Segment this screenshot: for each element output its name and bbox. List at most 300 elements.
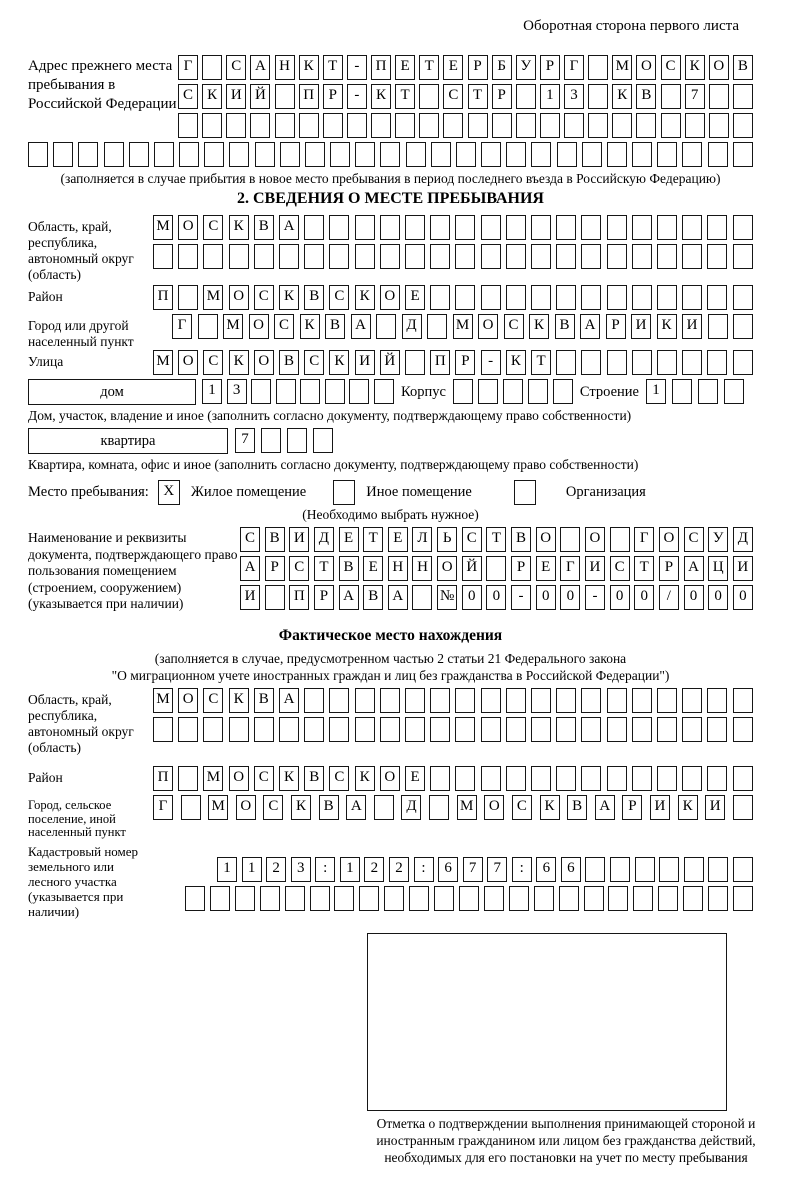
char-cell[interactable]: О [585, 527, 605, 552]
char-cell[interactable] [481, 766, 501, 791]
char-cell[interactable]: - [347, 55, 367, 80]
char-cell[interactable]: С [304, 350, 324, 375]
char-cell[interactable]: А [684, 556, 704, 581]
char-cell[interactable]: М [612, 55, 632, 80]
prev-address-row-3[interactable] [178, 113, 753, 139]
char-cell[interactable] [516, 113, 536, 138]
char-cell[interactable] [733, 717, 753, 742]
char-cell[interactable] [53, 142, 73, 167]
char-cell[interactable] [280, 142, 300, 167]
char-cell[interactable] [250, 113, 270, 138]
char-cell[interactable] [202, 55, 222, 80]
char-cell[interactable]: А [346, 795, 366, 820]
char-cell[interactable] [481, 285, 501, 310]
char-cell[interactable]: Р [455, 350, 475, 375]
char-cell[interactable]: - [347, 84, 367, 109]
char-cell[interactable] [607, 285, 627, 310]
char-cell[interactable] [581, 766, 601, 791]
gorod3-row[interactable] [153, 795, 753, 821]
char-cell[interactable]: В [636, 84, 656, 109]
char-cell[interactable]: Е [363, 556, 383, 581]
char-cell[interactable] [287, 428, 307, 453]
char-cell[interactable]: - [585, 585, 605, 610]
char-cell[interactable]: Е [405, 766, 425, 791]
char-cell[interactable]: Т [531, 350, 551, 375]
char-cell[interactable]: Р [540, 55, 560, 80]
checkbox-organizatsiya[interactable] [514, 480, 536, 505]
char-cell[interactable]: К [678, 795, 698, 820]
char-cell[interactable] [534, 886, 554, 911]
char-cell[interactable]: К [612, 84, 632, 109]
char-cell[interactable] [516, 84, 536, 109]
char-cell[interactable] [305, 142, 325, 167]
char-cell[interactable] [325, 379, 345, 404]
char-cell[interactable] [708, 142, 728, 167]
char-cell[interactable]: А [279, 215, 299, 240]
char-cell[interactable]: Н [275, 55, 295, 80]
char-cell[interactable] [657, 717, 677, 742]
char-cell[interactable]: 1 [242, 857, 262, 882]
char-cell[interactable] [178, 285, 198, 310]
char-cell[interactable]: Т [363, 527, 383, 552]
char-cell[interactable] [405, 688, 425, 713]
char-cell[interactable] [355, 142, 375, 167]
char-cell[interactable] [607, 142, 627, 167]
char-cell[interactable] [329, 688, 349, 713]
char-cell[interactable]: О [178, 688, 198, 713]
char-cell[interactable] [556, 285, 576, 310]
char-cell[interactable] [304, 688, 324, 713]
char-cell[interactable] [260, 886, 280, 911]
char-cell[interactable] [347, 113, 367, 138]
char-cell[interactable] [610, 857, 630, 882]
char-cell[interactable] [204, 142, 224, 167]
char-cell[interactable]: Е [388, 527, 408, 552]
char-cell[interactable] [229, 244, 249, 269]
char-cell[interactable]: 3 [227, 379, 247, 404]
char-cell[interactable]: О [178, 215, 198, 240]
char-cell[interactable] [455, 717, 475, 742]
char-cell[interactable] [584, 886, 604, 911]
char-cell[interactable]: К [229, 350, 249, 375]
char-cell[interactable]: О [380, 285, 400, 310]
char-cell[interactable]: О [437, 556, 457, 581]
char-cell[interactable]: П [153, 285, 173, 310]
char-cell[interactable] [455, 766, 475, 791]
char-cell[interactable] [560, 527, 580, 552]
char-cell[interactable]: И [682, 314, 702, 339]
char-cell[interactable]: С [443, 84, 463, 109]
char-cell[interactable]: В [567, 795, 587, 820]
char-cell[interactable] [453, 379, 473, 404]
char-cell[interactable] [632, 688, 652, 713]
char-cell[interactable]: Т [634, 556, 654, 581]
char-cell[interactable]: 6 [536, 857, 556, 882]
char-cell[interactable] [733, 113, 753, 138]
char-cell[interactable] [185, 886, 205, 911]
document-row-2[interactable] [240, 556, 753, 582]
char-cell[interactable] [506, 285, 526, 310]
char-cell[interactable] [503, 379, 523, 404]
char-cell[interactable]: В [319, 795, 339, 820]
char-cell[interactable] [430, 244, 450, 269]
char-cell[interactable] [481, 142, 501, 167]
char-cell[interactable]: И [705, 795, 725, 820]
char-cell[interactable] [478, 379, 498, 404]
char-cell[interactable]: 1 [540, 84, 560, 109]
char-cell[interactable] [733, 886, 753, 911]
char-cell[interactable] [707, 717, 727, 742]
char-cell[interactable] [254, 717, 274, 742]
char-cell[interactable]: М [457, 795, 477, 820]
char-cell[interactable] [607, 350, 627, 375]
char-cell[interactable]: Б [492, 55, 512, 80]
char-cell[interactable] [581, 215, 601, 240]
char-cell[interactable] [657, 142, 677, 167]
oblast3-row-2[interactable] [153, 717, 753, 743]
char-cell[interactable] [556, 244, 576, 269]
char-cell[interactable]: Г [153, 795, 173, 820]
char-cell[interactable] [531, 717, 551, 742]
char-cell[interactable]: Ц [708, 556, 728, 581]
char-cell[interactable] [455, 285, 475, 310]
char-cell[interactable]: Т [468, 84, 488, 109]
char-cell[interactable]: : [315, 857, 335, 882]
char-cell[interactable]: И [585, 556, 605, 581]
char-cell[interactable] [405, 717, 425, 742]
char-cell[interactable]: В [555, 314, 575, 339]
char-cell[interactable]: К [300, 314, 320, 339]
char-cell[interactable]: С [274, 314, 294, 339]
char-cell[interactable]: Й [462, 556, 482, 581]
char-cell[interactable]: Е [443, 55, 463, 80]
char-cell[interactable]: Р [314, 585, 334, 610]
char-cell[interactable]: П [289, 585, 309, 610]
char-cell[interactable] [202, 113, 222, 138]
char-cell[interactable]: : [414, 857, 434, 882]
char-cell[interactable] [672, 379, 692, 404]
char-cell[interactable] [355, 688, 375, 713]
char-cell[interactable]: В [304, 766, 324, 791]
char-cell[interactable] [531, 285, 551, 310]
char-cell[interactable]: 0 [684, 585, 704, 610]
char-cell[interactable]: Е [536, 556, 556, 581]
char-cell[interactable] [506, 717, 526, 742]
char-cell[interactable]: Р [659, 556, 679, 581]
char-cell[interactable] [581, 350, 601, 375]
char-cell[interactable] [481, 688, 501, 713]
char-cell[interactable] [531, 244, 551, 269]
char-cell[interactable] [376, 314, 396, 339]
char-cell[interactable] [658, 886, 678, 911]
char-cell[interactable]: К [279, 766, 299, 791]
char-cell[interactable]: С [329, 766, 349, 791]
korpus-cells[interactable] [453, 379, 573, 405]
char-cell[interactable]: Д [733, 527, 753, 552]
char-cell[interactable] [506, 244, 526, 269]
dom-cells[interactable] [202, 379, 394, 405]
char-cell[interactable]: С [178, 84, 198, 109]
char-cell[interactable] [607, 688, 627, 713]
char-cell[interactable] [506, 766, 526, 791]
char-cell[interactable]: К [291, 795, 311, 820]
char-cell[interactable] [430, 215, 450, 240]
char-cell[interactable] [265, 585, 285, 610]
char-cell[interactable] [588, 84, 608, 109]
char-cell[interactable]: 1 [646, 379, 666, 404]
char-cell[interactable] [349, 379, 369, 404]
char-cell[interactable]: 2 [389, 857, 409, 882]
char-cell[interactable] [255, 142, 275, 167]
char-cell[interactable]: Д [402, 314, 422, 339]
char-cell[interactable] [556, 766, 576, 791]
char-cell[interactable] [585, 857, 605, 882]
char-cell[interactable] [607, 717, 627, 742]
char-cell[interactable] [733, 215, 753, 240]
char-cell[interactable]: 6 [438, 857, 458, 882]
char-cell[interactable] [733, 857, 753, 882]
char-cell[interactable]: С [203, 350, 223, 375]
char-cell[interactable] [355, 244, 375, 269]
char-cell[interactable]: Т [395, 84, 415, 109]
char-cell[interactable]: И [631, 314, 651, 339]
char-cell[interactable] [492, 113, 512, 138]
char-cell[interactable] [733, 244, 753, 269]
char-cell[interactable]: 0 [610, 585, 630, 610]
oblast-row-1[interactable] [153, 215, 753, 241]
char-cell[interactable] [698, 379, 718, 404]
char-cell[interactable]: Д [314, 527, 334, 552]
char-cell[interactable] [707, 215, 727, 240]
char-cell[interactable]: К [229, 215, 249, 240]
char-cell[interactable]: 3 [564, 84, 584, 109]
char-cell[interactable]: К [685, 55, 705, 80]
char-cell[interactable]: В [339, 556, 359, 581]
char-cell[interactable] [733, 314, 753, 339]
char-cell[interactable]: Й [380, 350, 400, 375]
char-cell[interactable]: С [684, 527, 704, 552]
char-cell[interactable]: К [506, 350, 526, 375]
char-cell[interactable]: В [254, 688, 274, 713]
char-cell[interactable] [235, 886, 255, 911]
char-cell[interactable]: К [371, 84, 391, 109]
prev-address-row-4[interactable] [28, 142, 753, 168]
char-cell[interactable]: О [536, 527, 556, 552]
char-cell[interactable] [632, 285, 652, 310]
char-cell[interactable] [607, 766, 627, 791]
char-cell[interactable] [636, 113, 656, 138]
char-cell[interactable] [178, 244, 198, 269]
char-cell[interactable] [531, 766, 551, 791]
char-cell[interactable] [276, 379, 296, 404]
char-cell[interactable]: С [610, 556, 630, 581]
char-cell[interactable] [178, 766, 198, 791]
char-cell[interactable]: В [254, 215, 274, 240]
char-cell[interactable] [329, 215, 349, 240]
char-cell[interactable] [380, 688, 400, 713]
char-cell[interactable] [481, 244, 501, 269]
char-cell[interactable] [203, 244, 223, 269]
char-cell[interactable]: / [659, 585, 679, 610]
char-cell[interactable] [153, 244, 173, 269]
char-cell[interactable]: А [580, 314, 600, 339]
char-cell[interactable] [633, 886, 653, 911]
char-cell[interactable]: К [329, 350, 349, 375]
char-cell[interactable] [682, 142, 702, 167]
char-cell[interactable]: С [240, 527, 260, 552]
char-cell[interactable] [430, 717, 450, 742]
char-cell[interactable]: : [512, 857, 532, 882]
char-cell[interactable]: М [153, 215, 173, 240]
char-cell[interactable]: В [733, 55, 753, 80]
char-cell[interactable]: М [203, 285, 223, 310]
char-cell[interactable]: 3 [291, 857, 311, 882]
char-cell[interactable] [78, 142, 98, 167]
char-cell[interactable] [556, 688, 576, 713]
char-cell[interactable] [531, 688, 551, 713]
char-cell[interactable]: Е [395, 55, 415, 80]
char-cell[interactable] [443, 113, 463, 138]
char-cell[interactable] [456, 142, 476, 167]
char-cell[interactable]: Р [323, 84, 343, 109]
char-cell[interactable]: К [657, 314, 677, 339]
oblast3-row-1[interactable] [153, 688, 753, 714]
char-cell[interactable] [607, 215, 627, 240]
char-cell[interactable] [661, 84, 681, 109]
char-cell[interactable] [733, 766, 753, 791]
char-cell[interactable] [506, 142, 526, 167]
char-cell[interactable] [455, 244, 475, 269]
char-cell[interactable] [581, 285, 601, 310]
char-cell[interactable]: П [371, 55, 391, 80]
char-cell[interactable] [657, 350, 677, 375]
char-cell[interactable]: О [249, 314, 269, 339]
char-cell[interactable] [104, 142, 124, 167]
char-cell[interactable] [330, 142, 350, 167]
char-cell[interactable] [709, 113, 729, 138]
char-cell[interactable] [371, 113, 391, 138]
char-cell[interactable]: № [437, 585, 457, 610]
char-cell[interactable] [707, 244, 727, 269]
char-cell[interactable]: С [329, 285, 349, 310]
char-cell[interactable] [657, 688, 677, 713]
char-cell[interactable]: А [240, 556, 260, 581]
char-cell[interactable]: О [709, 55, 729, 80]
char-cell[interactable]: Т [323, 55, 343, 80]
char-cell[interactable] [632, 244, 652, 269]
char-cell[interactable]: С [203, 688, 223, 713]
char-cell[interactable] [708, 886, 728, 911]
char-cell[interactable] [359, 886, 379, 911]
char-cell[interactable]: 1 [217, 857, 237, 882]
char-cell[interactable] [506, 688, 526, 713]
prev-address-row-1[interactable] [178, 55, 753, 81]
char-cell[interactable]: В [265, 527, 285, 552]
char-cell[interactable]: Н [388, 556, 408, 581]
char-cell[interactable] [455, 688, 475, 713]
char-cell[interactable]: Й [250, 84, 270, 109]
char-cell[interactable] [588, 55, 608, 80]
char-cell[interactable]: О [229, 766, 249, 791]
char-cell[interactable]: 6 [561, 857, 581, 882]
char-cell[interactable]: П [153, 766, 173, 791]
char-cell[interactable]: М [153, 350, 173, 375]
char-cell[interactable] [181, 795, 201, 820]
char-cell[interactable]: У [708, 527, 728, 552]
char-cell[interactable] [632, 766, 652, 791]
char-cell[interactable]: А [250, 55, 270, 80]
char-cell[interactable] [395, 113, 415, 138]
char-cell[interactable] [380, 142, 400, 167]
char-cell[interactable]: П [299, 84, 319, 109]
char-cell[interactable] [684, 857, 704, 882]
char-cell[interactable] [380, 215, 400, 240]
char-cell[interactable] [481, 215, 501, 240]
char-cell[interactable] [486, 556, 506, 581]
char-cell[interactable]: К [279, 285, 299, 310]
char-cell[interactable]: Р [265, 556, 285, 581]
char-cell[interactable]: 1 [202, 379, 222, 404]
char-cell[interactable] [355, 215, 375, 240]
char-cell[interactable]: К [299, 55, 319, 80]
char-cell[interactable]: 2 [266, 857, 286, 882]
stroenie-cells[interactable] [646, 379, 744, 405]
char-cell[interactable] [556, 215, 576, 240]
char-cell[interactable]: Е [339, 527, 359, 552]
char-cell[interactable] [481, 717, 501, 742]
char-cell[interactable] [733, 795, 753, 820]
char-cell[interactable] [153, 717, 173, 742]
char-cell[interactable] [275, 113, 295, 138]
char-cell[interactable] [682, 215, 702, 240]
char-cell[interactable]: 0 [733, 585, 753, 610]
char-cell[interactable] [581, 244, 601, 269]
prev-address-row-2[interactable] [178, 84, 753, 110]
char-cell[interactable] [733, 142, 753, 167]
char-cell[interactable]: Т [314, 556, 334, 581]
char-cell[interactable]: И [289, 527, 309, 552]
char-cell[interactable]: 7 [685, 84, 705, 109]
char-cell[interactable] [632, 215, 652, 240]
char-cell[interactable] [682, 766, 702, 791]
char-cell[interactable]: С [504, 314, 524, 339]
char-cell[interactable] [261, 428, 281, 453]
char-cell[interactable] [733, 285, 753, 310]
char-cell[interactable]: 0 [486, 585, 506, 610]
char-cell[interactable] [659, 857, 679, 882]
char-cell[interactable] [733, 350, 753, 375]
char-cell[interactable] [683, 886, 703, 911]
char-cell[interactable]: Г [634, 527, 654, 552]
char-cell[interactable]: С [462, 527, 482, 552]
char-cell[interactable] [203, 717, 223, 742]
char-cell[interactable] [709, 84, 729, 109]
char-cell[interactable]: Р [606, 314, 626, 339]
char-cell[interactable] [556, 717, 576, 742]
char-cell[interactable]: М [453, 314, 473, 339]
char-cell[interactable] [635, 857, 655, 882]
char-cell[interactable] [708, 857, 728, 882]
char-cell[interactable] [468, 113, 488, 138]
char-cell[interactable] [459, 886, 479, 911]
char-cell[interactable] [682, 350, 702, 375]
char-cell[interactable] [559, 886, 579, 911]
char-cell[interactable] [682, 244, 702, 269]
char-cell[interactable]: Ь [437, 527, 457, 552]
char-cell[interactable]: А [388, 585, 408, 610]
char-cell[interactable] [582, 142, 602, 167]
checkbox-inoe[interactable] [333, 480, 355, 505]
